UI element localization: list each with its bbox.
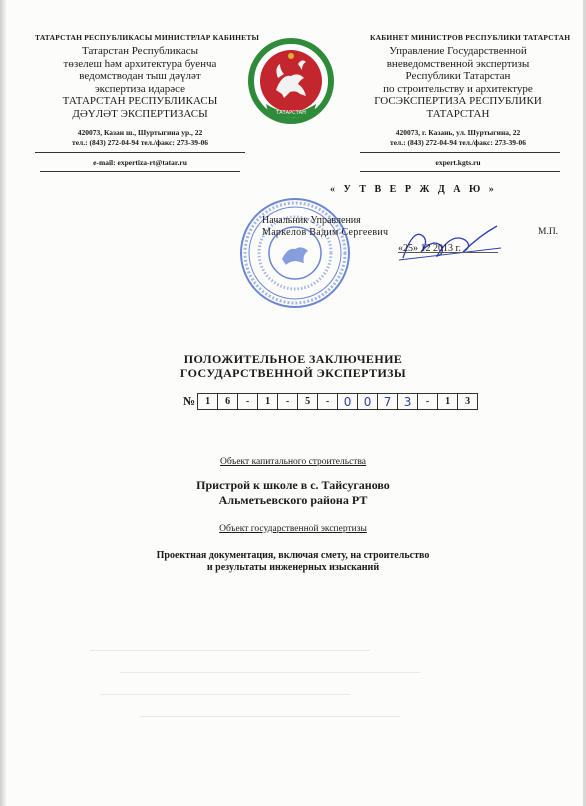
- right-address-line: тел.: (843) 272-04-94 тел./факс: 273-39-06: [390, 138, 526, 147]
- left-organization-name: [40, 45, 240, 120]
- right-address: [358, 128, 558, 148]
- official-seal-stamp: [232, 195, 358, 311]
- right-divider-bottom: [360, 171, 560, 172]
- left-org-line: Татарстан Республикасы: [82, 45, 198, 57]
- left-divider: [35, 152, 245, 153]
- conclusion-number-row: [183, 393, 478, 410]
- right-org-line: ГОСЭКСПЕРТИЗА РЕСПУБЛИКИ: [374, 95, 542, 107]
- number-cell: -: [417, 393, 438, 410]
- number-cell: 1: [257, 393, 278, 410]
- handwritten-number-cell: 0: [337, 393, 358, 410]
- coat-of-arms-emblem: [248, 38, 334, 124]
- approver-name: Маркелов Вадим Сергеевич: [262, 227, 389, 238]
- conclusion-title-line-1: ПОЛОЖИТЕЛЬНОЕ ЗАКЛЮЧЕНИЕ: [183, 352, 403, 366]
- right-cabinet-line: КАБИНЕТ МИНИСТРОВ РЕСПУБЛИКИ ТАТАРСТАН: [370, 33, 571, 42]
- left-divider-bottom: [40, 171, 240, 172]
- emblem-ribbon-text: ТАТАРСТАН: [276, 110, 306, 116]
- approver-position: Начальник Управления: [262, 215, 361, 226]
- capital-object-label: Объект капитального строительства: [219, 457, 367, 467]
- page-edge-shadow: [0, 0, 6, 806]
- handwritten-number-cell: 3: [397, 393, 418, 410]
- conclusion-title-line-2: ГОСУДАРСТВЕННОЙ ЭКСПЕРТИЗЫ: [179, 366, 407, 380]
- capital-object-name-line-2: Альметьевского района РТ: [218, 493, 368, 507]
- approval-date: «25» 12 2013 г.: [398, 243, 461, 254]
- right-divider: [360, 152, 560, 153]
- left-address: [30, 128, 250, 148]
- expertise-object-label: Объект государственной экспертизы: [219, 524, 367, 534]
- expertise-object-name-line-2: и результаты инженерных изысканий: [206, 562, 380, 573]
- handwritten-number-cell: 0: [357, 393, 378, 410]
- right-org-line: вневедомственной экспертизы: [386, 57, 530, 70]
- left-org-line: экспертиза идарәсе: [94, 82, 186, 95]
- left-email: e-mail: expertiza-rt@tatar.ru: [93, 158, 187, 167]
- right-org-line: по строительству и архитектуре: [383, 82, 533, 95]
- left-org-line: ТАТАРСТАН РЕСПУБЛИКАСЫ: [62, 95, 218, 107]
- right-org-line: ТАТАРСТАН: [426, 107, 490, 120]
- right-organization-name: [348, 45, 568, 120]
- handwritten-signature: [393, 218, 505, 266]
- capital-object-name-line-1: Пристрой к школе в с. Тайсуганово: [196, 478, 390, 492]
- number-cell: 5: [297, 393, 318, 410]
- left-org-line: ДӘҮЛӘТ ЭКСПЕРТИЗАСЫ: [72, 107, 208, 120]
- expertise-object-name-line-1: Проектная документация, включая смету, на строительство: [156, 550, 430, 561]
- number-cell: -: [237, 393, 258, 410]
- handwritten-number-cell: 7: [377, 393, 398, 410]
- left-org-line: төзелеш һәм архитектура буенча: [63, 57, 217, 70]
- number-cell: 3: [457, 393, 478, 410]
- number-cell: -: [317, 393, 338, 410]
- bleed-through-line: [90, 650, 370, 651]
- stamp-place-label: М.П.: [538, 227, 559, 237]
- left-cabinet-line: ТАТАРСТАН РЕСПУБЛИКАСЫ МИНИСТРЛАР КАБИНЕТЫ: [35, 33, 260, 42]
- left-address-line: тел.: (843) 272-04-94 тел./факс: 273-39-06: [72, 138, 208, 147]
- approval-heading: « У Т В Е Р Ж Д А Ю »: [330, 184, 497, 195]
- right-org-line: Республики Татарстан: [405, 70, 511, 82]
- left-address-line: 420073, Казан ш., Шуртыгина ур., 22: [77, 128, 203, 137]
- number-cell: 1: [437, 393, 458, 410]
- bleed-through-line: [140, 716, 400, 717]
- left-org-line: ведомстводан тыш дәүләт: [79, 70, 201, 82]
- bleed-through-line: [100, 694, 350, 695]
- right-org-line: Управление Государственной: [389, 45, 527, 57]
- bleed-through-line: [120, 672, 420, 673]
- number-sign: №: [183, 394, 196, 408]
- number-cell: -: [277, 393, 298, 410]
- right-address-line: 420073, г. Казань, ул. Шуртыгина, 22: [395, 128, 521, 137]
- right-website: expert.kgts.ru: [435, 158, 481, 167]
- number-cell: 6: [217, 393, 238, 410]
- number-cell: 1: [197, 393, 218, 410]
